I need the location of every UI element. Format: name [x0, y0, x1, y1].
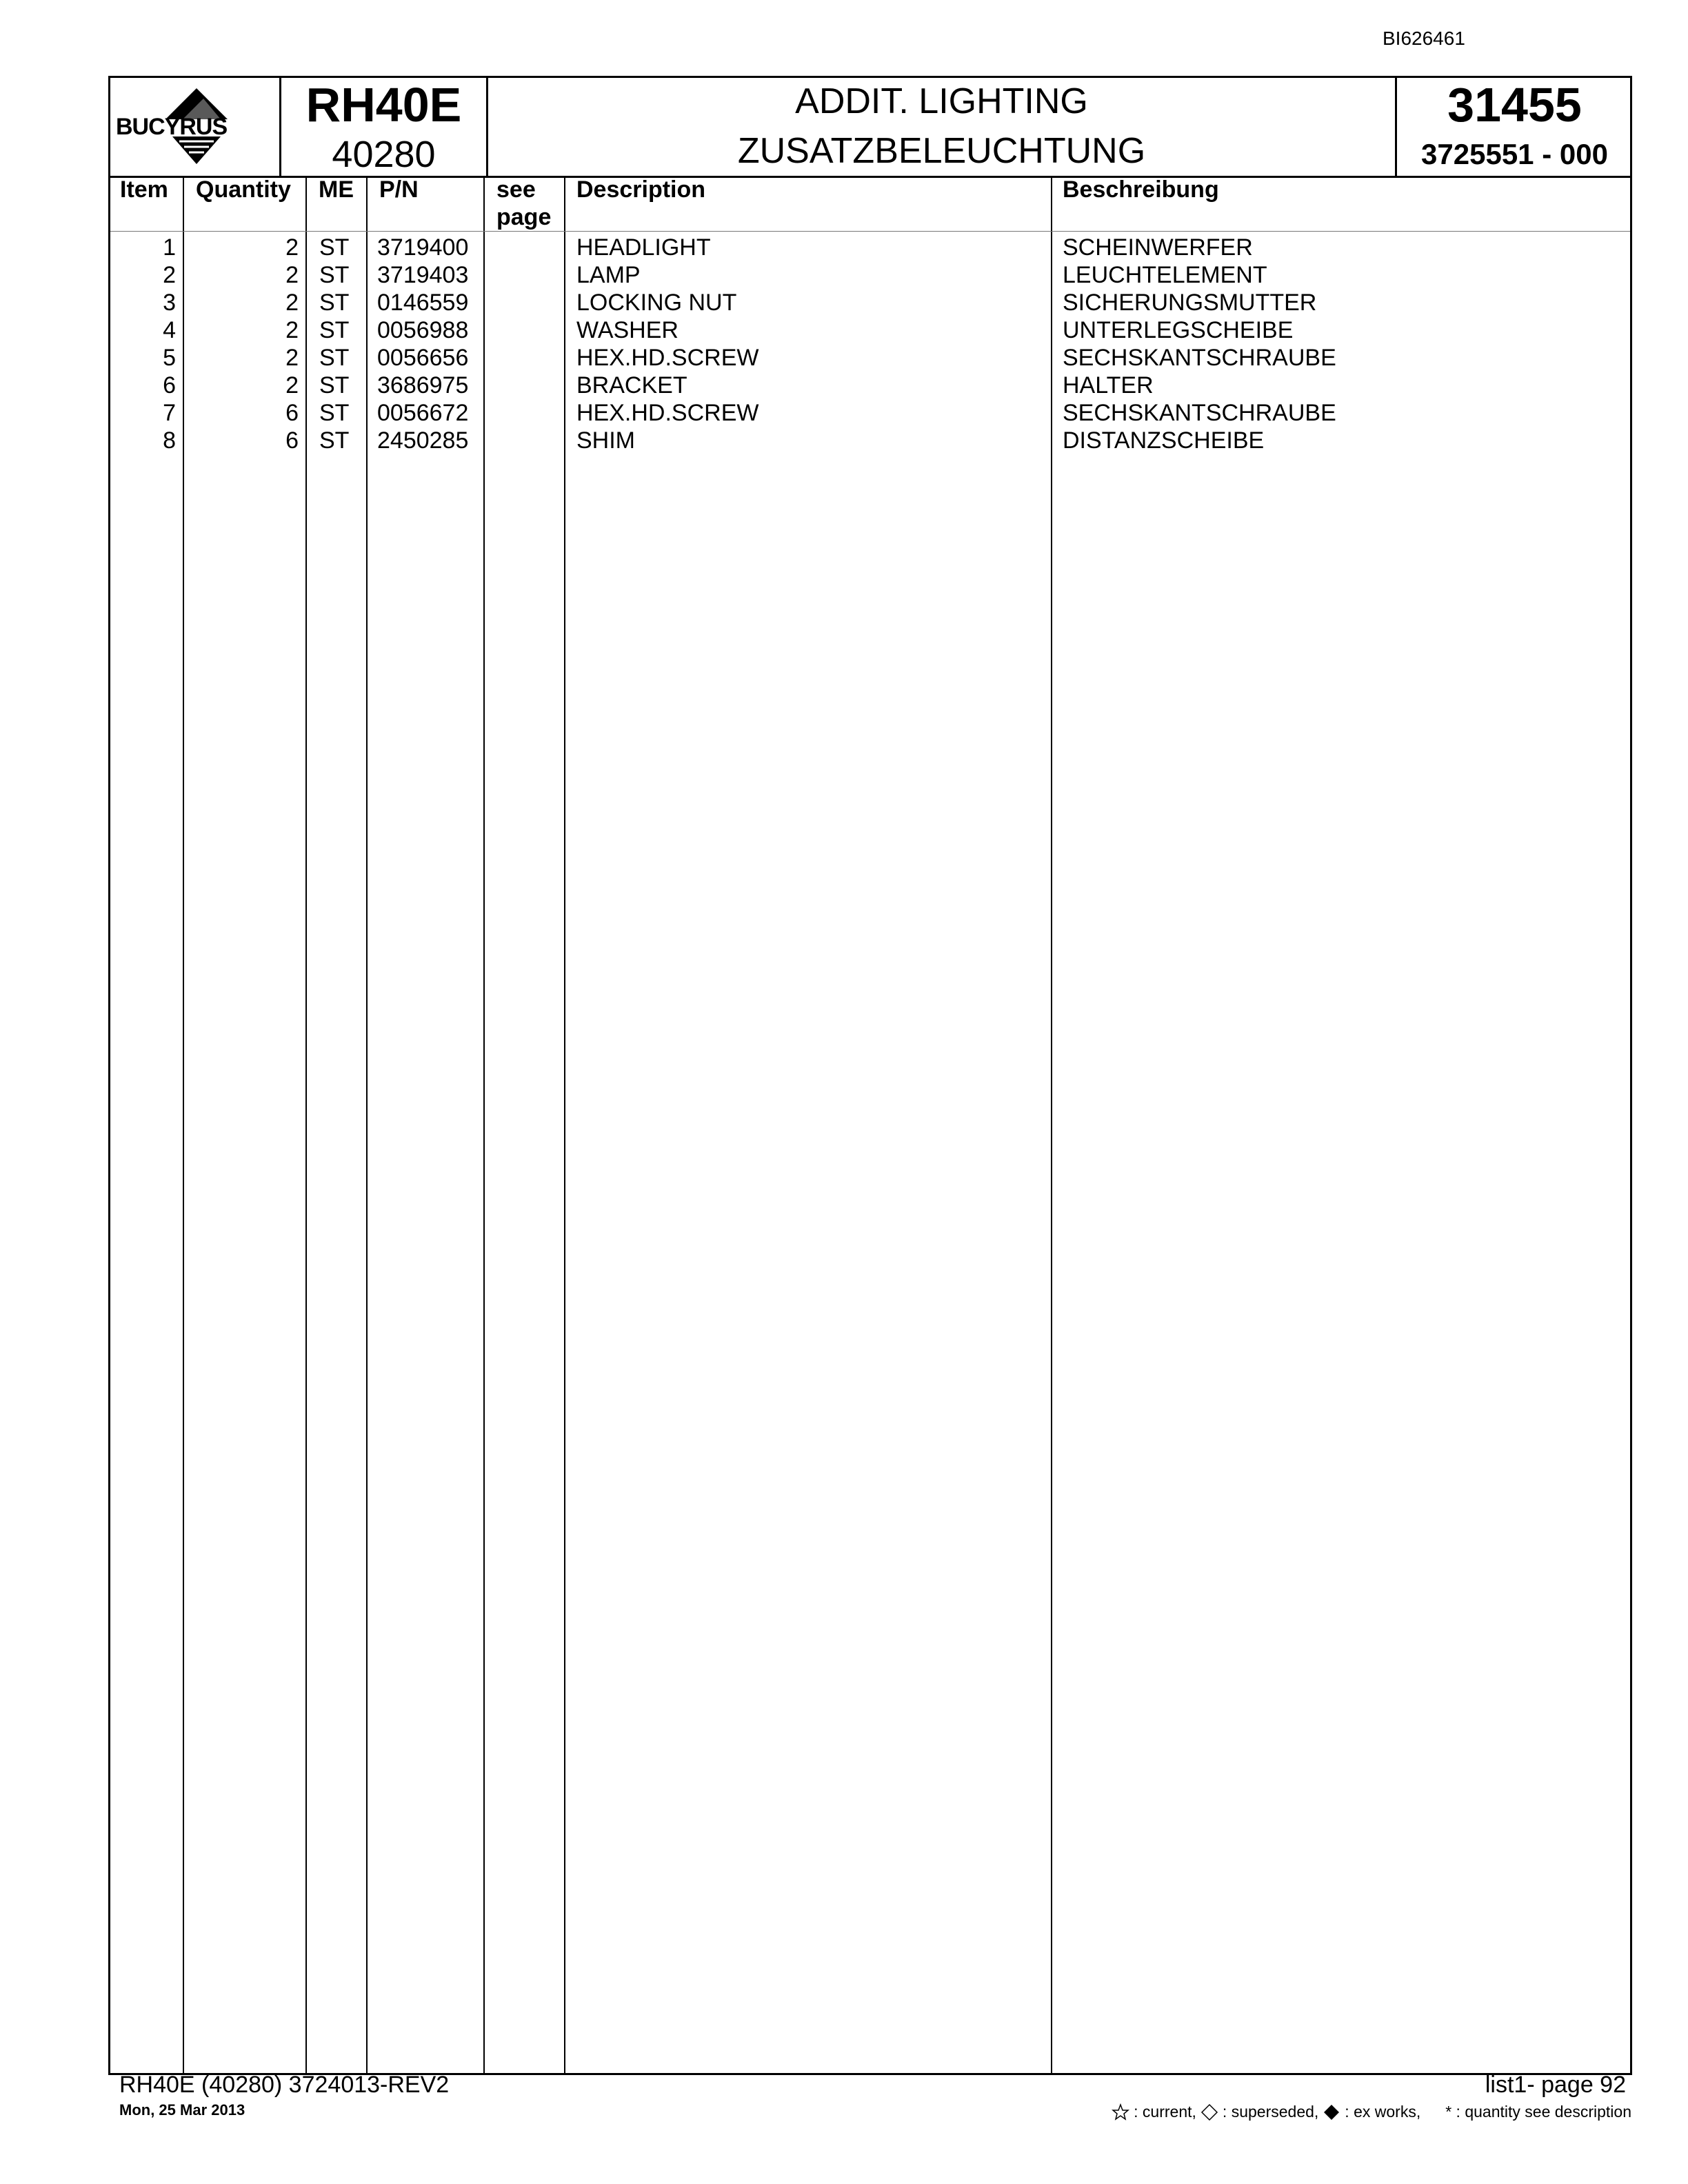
part-number: 0146559: [377, 290, 469, 316]
quantity: 2: [285, 372, 299, 398]
table-row: [110, 316, 1630, 344]
see-label: see: [496, 176, 536, 203]
beschreibung: SICHERUNGSMUTTER: [1063, 290, 1317, 316]
quantity: 2: [285, 262, 299, 288]
part-number: 0056672: [377, 400, 469, 426]
part-number: 0056988: [377, 317, 469, 343]
model-name: RH40E: [305, 78, 462, 132]
page-label: page: [496, 204, 552, 230]
group-number-cell: [1397, 78, 1632, 176]
column-divider: [305, 176, 307, 2073]
unit: ST: [319, 345, 350, 371]
table-row: [110, 234, 1630, 261]
column-header-description: Description: [576, 176, 706, 203]
table-row: [110, 344, 1630, 372]
column-header-item: Item: [120, 176, 168, 203]
quantity: 2: [285, 290, 299, 316]
unit: ST: [319, 317, 350, 343]
title-english: ADDIT. LIGHTING: [795, 81, 1088, 121]
table-row: [110, 372, 1630, 399]
table-row: [110, 289, 1630, 316]
item-number: 3: [163, 290, 176, 316]
document-id: BI626461: [1383, 28, 1465, 49]
legend-superseded: : superseded,: [1222, 2103, 1319, 2121]
diamond-filled-icon: [1323, 2103, 1340, 2121]
footer-date: Mon, 25 Mar 2013: [119, 2101, 245, 2119]
table-row: [110, 399, 1630, 427]
quantity: 6: [285, 400, 299, 426]
unit: ST: [319, 372, 350, 398]
column-divider: [1051, 176, 1052, 2073]
description: HEX.HD.SCREW: [576, 345, 759, 371]
legend-ex-works: : ex works,: [1345, 2103, 1421, 2121]
title-cell: [488, 78, 1397, 176]
beschreibung: HALTER: [1063, 372, 1154, 398]
column-header-see-page: [496, 176, 551, 231]
description: LAMP: [576, 262, 641, 288]
quantity: 2: [285, 345, 299, 371]
header-separator: [110, 231, 1630, 232]
logo-text: BUCYRUS: [116, 114, 228, 140]
column-header-beschreibung: Beschreibung: [1063, 176, 1219, 203]
item-number: 1: [163, 234, 176, 261]
item-number: 8: [163, 427, 176, 454]
quantity: 6: [285, 427, 299, 454]
part-number: 0056656: [377, 345, 469, 371]
footer-document-ref: RH40E (40280) 3724013-REV2: [119, 2072, 450, 2098]
description: WASHER: [576, 317, 679, 343]
diamond-outline-icon: [1200, 2103, 1218, 2121]
part-number: 3719400: [377, 234, 469, 261]
column-divider: [564, 176, 565, 2073]
parts-list-sheet: [108, 76, 1632, 2075]
unit: ST: [319, 290, 350, 316]
legend: [1112, 2103, 1631, 2121]
footer-page-number: list1- page 92: [1485, 2072, 1626, 2098]
column-header-me: ME: [319, 176, 354, 203]
legend-quantity: * : quantity see description: [1445, 2103, 1631, 2121]
quantity: 2: [285, 317, 299, 343]
beschreibung: SCHEINWERFER: [1063, 234, 1253, 261]
item-number: 4: [163, 317, 176, 343]
part-number: 3719403: [377, 262, 469, 288]
parts-table-body: [110, 234, 1630, 454]
beschreibung: SECHSKANTSCHRAUBE: [1063, 400, 1336, 426]
logo-cell: [110, 78, 281, 176]
title-german: ZUSATZBELEUCHTUNG: [737, 131, 1146, 171]
part-number: 2450285: [377, 427, 469, 454]
part-number: 3686975: [377, 372, 469, 398]
table-row: [110, 427, 1630, 454]
unit: ST: [319, 427, 350, 454]
table-row: [110, 261, 1630, 289]
beschreibung: DISTANZSCHEIBE: [1063, 427, 1265, 454]
model-code: 40280: [332, 134, 436, 175]
beschreibung: LEUCHTELEMENT: [1063, 262, 1267, 288]
item-number: 6: [163, 372, 176, 398]
star-outline-icon: [1112, 2103, 1129, 2121]
beschreibung: SECHSKANTSCHRAUBE: [1063, 345, 1336, 371]
description: BRACKET: [576, 372, 687, 398]
unit: ST: [319, 234, 350, 261]
column-divider: [183, 176, 184, 2073]
item-number: 7: [163, 400, 176, 426]
item-number: 5: [163, 345, 176, 371]
header-band: [110, 78, 1630, 178]
column-divider: [366, 176, 368, 2073]
legend-current: : current,: [1134, 2103, 1196, 2121]
description: SHIM: [576, 427, 635, 454]
column-header-quantity: Quantity: [196, 176, 291, 203]
unit: ST: [319, 262, 350, 288]
column-divider: [483, 176, 485, 2073]
unit: ST: [319, 400, 350, 426]
group-number: 31455: [1447, 78, 1582, 132]
beschreibung: UNTERLEGSCHEIBE: [1063, 317, 1294, 343]
column-header-pn: P/N: [379, 176, 419, 203]
quantity: 2: [285, 234, 299, 261]
model-cell: [281, 78, 488, 176]
group-part-number: 3725551 - 000: [1421, 138, 1608, 170]
description: LOCKING NUT: [576, 290, 737, 316]
description: HEADLIGHT: [576, 234, 711, 261]
description: HEX.HD.SCREW: [576, 400, 759, 426]
item-number: 2: [163, 262, 176, 288]
